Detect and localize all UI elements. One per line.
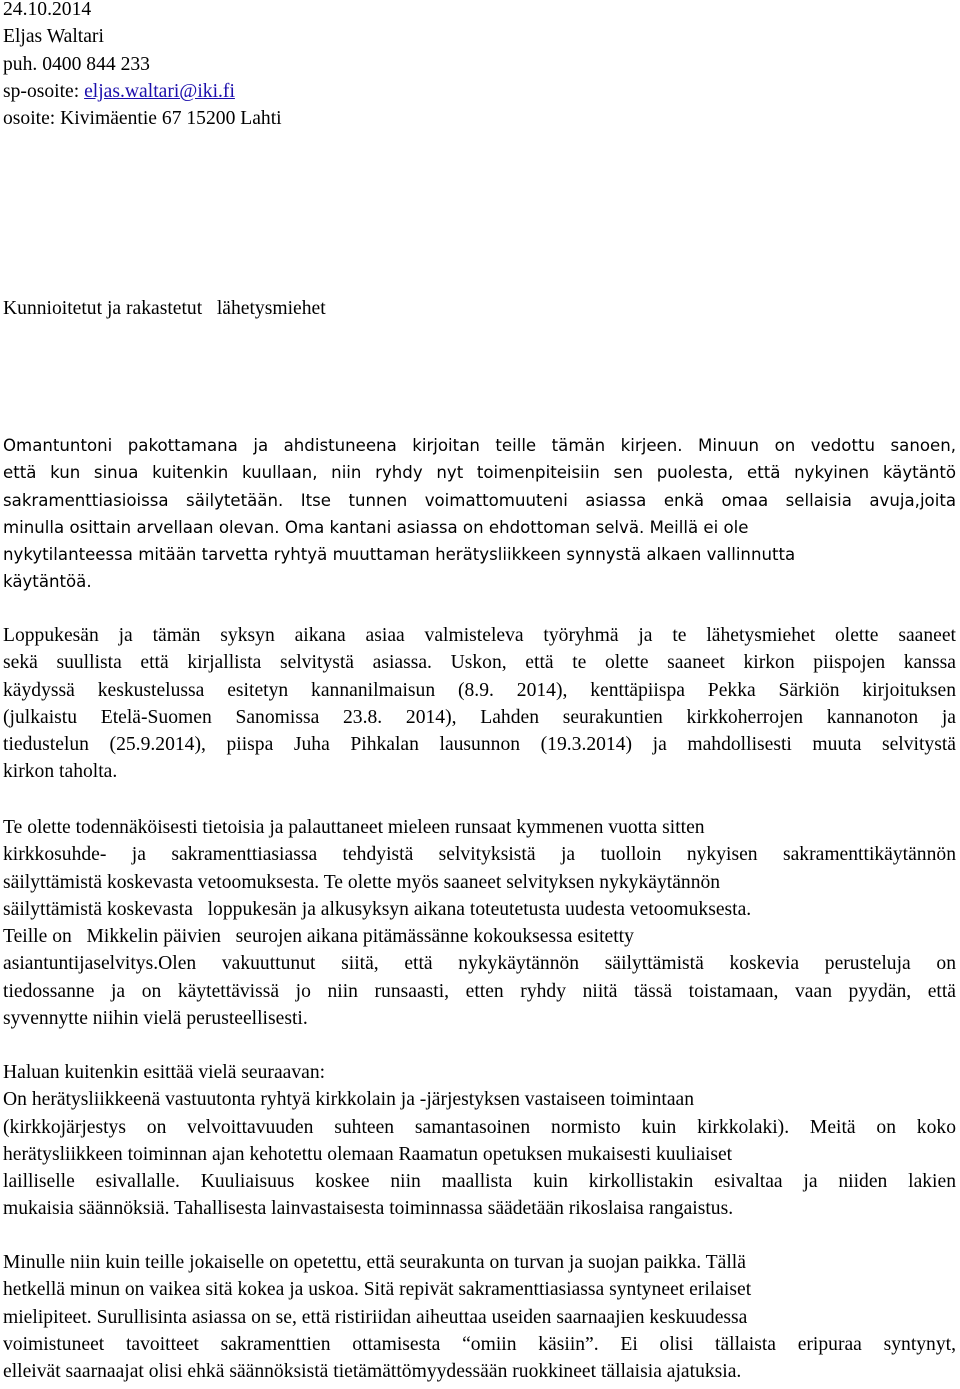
paragraph-line: Teille on Mikkelin päivien seurojen aikana pitämässänne kokouksessa esitetty xyxy=(3,926,634,948)
sender-email-line xyxy=(3,78,956,105)
paragraph-line: lailliselle esivallalle. Kuuliaisuus koskee niin maallista kuin kirkollistakin esivaltaa ja niiden lakien xyxy=(3,1171,956,1193)
email-label: sp-osoite: xyxy=(3,80,85,102)
paragraph-line: voimistuneet tavoitteet sakramenttien ottamisesta “omiin käsiin”. Ei olisi tällaista eripuraa syntynyt, xyxy=(3,1333,956,1355)
letter-date: 24.10.2014 xyxy=(3,0,92,20)
letter-header xyxy=(3,0,956,132)
paragraph-line: hetkellä minun on vaikea sitä kokea ja uskoa. Sitä repivät sakramenttiasiassa syntyneet erilaiset xyxy=(3,1279,752,1301)
paragraph-line: sekä suullista että kirjallista selvitystä asiassa. Uskon, että te olette saaneet kirkon piispojen kanssa xyxy=(3,652,956,674)
paragraph-line: minulla osittain arvellaan olevan. Oma kantani asiassa on ehdottoman selvä. Meillä ei ole xyxy=(3,517,749,537)
email-link[interactable]: eljas.waltari@iki.fi xyxy=(84,80,235,102)
paragraph-line: On herätysliikkeenä vastuutonta ryhtyä kirkkolain ja -järjestyksen vastaiseen toimintaan xyxy=(3,1089,695,1111)
paragraph-5 xyxy=(3,1249,956,1385)
paragraph-line: mielipiteet. Surullisinta asiassa on se, että ristiriidan aiheuttaa useiden saarnaajien keskuudessa xyxy=(3,1306,748,1328)
paragraph-line: (kirkkojärjestys on velvoittavuuden suhteen samantasoinen normisto kuin kirkkolaki). Meitä on koko xyxy=(3,1116,956,1138)
paragraph-line: käydyssä keskustelussa esitetyn kannanilmaisun (8.9. 2014), kenttäpiispa Pekka Särkiön kirjoituksen xyxy=(3,679,956,701)
paragraph-line: säilyttämistä koskevasta loppukesän ja alkusyksyn aikana toteutetusta uudesta vetoomuksesta. xyxy=(3,898,752,920)
paragraph-line: tiedustelun (25.9.2014), piispa Juha Pihkalan lausunnon (19.3.2014) ja mahdollisesti muuta selvitystä xyxy=(3,734,956,756)
sender-address: osoite: Kivimäentie 67 15200 Lahti xyxy=(3,108,282,130)
paragraph-line: että kun sinua kuitenkin kuullaan, niin ryhdy nyt toimenpiteisiin sen puolesta, että nykyinen käytäntö xyxy=(3,463,956,483)
paragraph-line: syvennytte niihin vielä perusteellisesti. xyxy=(3,1008,308,1030)
paragraph-line: Omantuntoni pakottamana ja ahdistuneena kirjoitan teille tämän kirjeen. Minuun on vedottu sanoen, xyxy=(3,436,956,455)
paragraph-2 xyxy=(3,622,956,786)
paragraph-line: käytäntöä. xyxy=(3,572,92,592)
paragraph-3 xyxy=(3,814,956,1032)
sender-name: Eljas Waltari xyxy=(3,26,104,48)
paragraph-1 xyxy=(3,432,956,596)
paragraph-line: kirkon taholta. xyxy=(3,761,118,783)
paragraph-line: säilyttämistä koskevasta vetoomuksesta. Te olette myös saaneet selvityksen nykykäytännön xyxy=(3,871,721,893)
paragraph-line: asiantuntijaselvitys.Olen vakuuttunut siitä, että nykykäytännön säilyttämistä koskevia perusteluja on xyxy=(3,953,956,975)
sender-phone: puh. 0400 844 233 xyxy=(3,53,150,75)
paragraph-4 xyxy=(3,1059,956,1223)
paragraph-line: (julkaistu Etelä-Suomen Sanomissa 23.8. 2014), Lahden seurakuntien kirkkoherrojen kannanoton ja xyxy=(3,706,956,728)
paragraph-line: Haluan kuitenkin esittää vielä seuraavan: xyxy=(3,1062,326,1083)
salutation-text: Kunnioitetut ja rakastetut lähetysmiehet xyxy=(3,298,326,319)
paragraph-line: sakramenttiasioissa säilytetään. Itse tunnen voimattomuuteni asiassa enkä omaa sellaisia avuja,joita xyxy=(3,490,956,510)
paragraph-line: Loppukesän ja tämän syksyn aikana asiaa valmisteleva työryhmä ja te lähetysmiehet olette saaneet xyxy=(3,625,956,646)
paragraph-line: nykytilanteessa mitään tarvetta ryhtyä muuttaman herätysliikkeen synnystä alkaen vallinnutta xyxy=(3,545,796,565)
salutation xyxy=(3,295,956,322)
paragraph-line: Te olette todennäköisesti tietoisia ja palauttaneet mieleen runsaat kymmenen vuotta sitten xyxy=(3,817,705,838)
paragraph-line: elleivät saarnaajat olisi ehkä säännöksistä tietämättömyydessään ruokkineet tällaisia ajatuksia. xyxy=(3,1361,742,1383)
paragraph-line: tiedossanne ja on käytettävissä jo niin runsaasti, etten ryhdy niitä tässä toistamaan, vaan pyydän, että xyxy=(3,980,956,1002)
paragraph-line: mukaisia säännöksiä. Tahallisesta lainvastaisesta toiminnassa säädetään rikoslaisa rangaistus. xyxy=(3,1198,734,1220)
paragraph-line: Minulle niin kuin teille jokaiselle on opetettu, että seurakunta on turvan ja suojan paikka. Tällä xyxy=(3,1252,746,1273)
paragraph-line: herätysliikkeen toiminnan ajan kehotettu olemaan Raamatun opetuksen mukaisesti kuuliaiset xyxy=(3,1143,733,1165)
paragraph-line: kirkkosuhde- ja sakramenttiasiassa tehdyistä selvityksistä ja tuolloin nykyisen sakramenttikäytännön xyxy=(3,844,956,866)
